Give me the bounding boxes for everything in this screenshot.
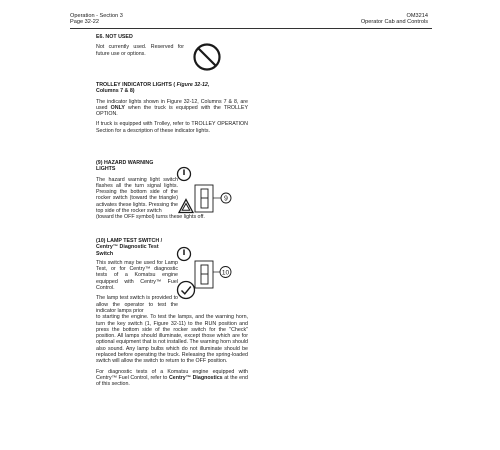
lamp-p3-text: For diagnostic tests of a Komatsu engine equipped with Centry™ Fuel Control, refer to xyxy=(96,368,248,381)
trolley-p1-text: The indicator lights shown in Figure 32-12, Columns 7 & 8, are used xyxy=(96,98,248,111)
chapter-title: Operator Cab and Controls xyxy=(360,19,428,26)
lamp-paragraph-2-cont: to starting the engine. To test the lamps, and the warning horn, turn the key switch (1, Figure 32-11) to the RUN position and press the bottom side of the rocker switch for the "Check" position. All lamps should illuminate, except those which are for optional equipment that is not installed. The warning horn should also sound. Any lamp bulbs which do not illuminate should be replaced before operating the truck. Releasing the spring-loaded switch will allow the switch to return to the OFF position. xyxy=(96,314,248,365)
section-e6-title: E6. NOT USED xyxy=(96,34,133,40)
trolley-paragraph-1 xyxy=(96,99,248,118)
hazard-title-line1: (9) HAZARD WARNING xyxy=(96,160,154,166)
section-trolley-title xyxy=(96,82,248,95)
lamp-off-symbol-icon xyxy=(176,246,192,262)
section-trolley xyxy=(96,82,248,134)
hazard-rocker-switch-icon xyxy=(194,184,232,214)
trolley-title-figure-ref: Figure 32-12, xyxy=(176,82,210,88)
hazard-triangle-icon xyxy=(178,198,194,214)
section-lamp-test-title xyxy=(96,238,248,257)
lamp-title-line2: Centry™ Diagnostic Test xyxy=(96,244,159,251)
page-header-left xyxy=(70,13,123,26)
section-e6-body: Not currently used. Reserved for future use or options. xyxy=(96,44,184,57)
lamp-p3-text-end: at the end of this section. xyxy=(96,374,248,388)
lamp-paragraph-1: This switch may be used for Lamp Test, or for Centry™ diagnostic tests of a Komatsu engine equipped with Centry™ Fuel Control. xyxy=(96,259,178,292)
trolley-title-columns: Columns 7 & 8) xyxy=(96,88,135,95)
lamp-title-line1: (10) LAMP TEST SWITCH / xyxy=(96,238,163,244)
lamp-callout-number: 10 xyxy=(221,269,230,277)
trolley-title-part: TROLLEY INDICATOR LIGHTS ( xyxy=(96,82,176,88)
lamp-paragraph-2-start: The lamp test switch is provided to allow the operator to test the indicator lamps prior xyxy=(96,295,178,314)
document-code: OM3214 xyxy=(406,13,428,19)
section-label: Operation - Section 3 xyxy=(70,13,123,19)
section-hazard-title xyxy=(96,160,248,173)
lamp-title-line3: Switch xyxy=(96,250,114,257)
trolley-p1-emphasis: ONLY xyxy=(110,104,125,111)
section-e6 xyxy=(96,34,186,57)
not-used-prohibited-icon xyxy=(192,42,222,72)
trolley-paragraph-2: If truck is equipped with Trolley, refer to TROLLEY OPERATION Section for a description of these indicator lights. xyxy=(96,121,248,134)
lamp-test-rocker-switch-icon xyxy=(194,260,232,290)
off-symbol-icon xyxy=(176,166,192,182)
header-rule xyxy=(70,28,432,29)
trolley-p1-text-end: when the truck is equipped with the TROLLEY OPTION. xyxy=(96,104,248,118)
hazard-callout-number: 9 xyxy=(224,195,228,203)
lamp-p3-emphasis: Centry™ Diagnostics xyxy=(168,374,223,381)
lamp-paragraph-3 xyxy=(96,369,248,388)
hazard-body-tail: (toward the OFF symbol) turns these lights off. xyxy=(96,214,205,221)
check-circle-icon xyxy=(176,280,196,300)
page-header-right xyxy=(361,13,428,26)
page-number: Page 32-22 xyxy=(70,19,99,26)
hazard-title-line2: LIGHTS xyxy=(96,166,116,173)
hazard-body: The hazard warning light switch flashes all the turn signal lights. Pressing the bottom side of the rocker switch (toward the triangle) activates these lights. Pressing the top side of the rocker switch xyxy=(96,176,178,215)
